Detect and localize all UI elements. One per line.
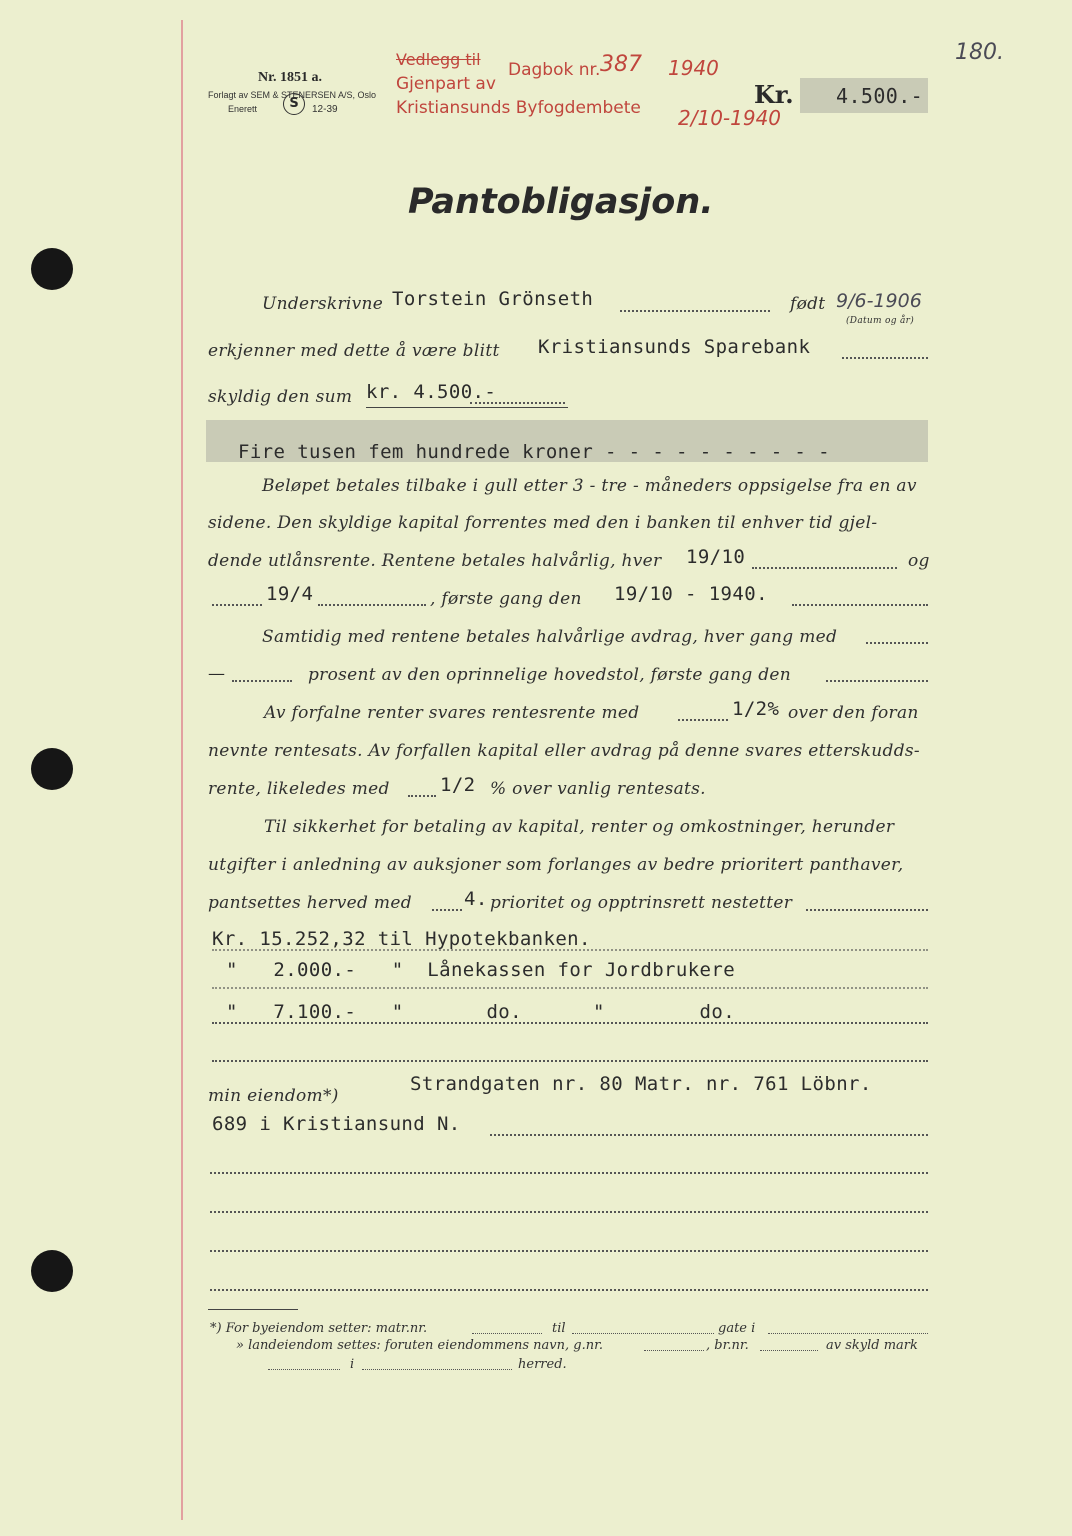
first-payment-date: 19/10 - 1940. xyxy=(614,583,768,605)
body-line: pantsettes herved med xyxy=(208,893,412,913)
sum-label: skyldig den sum xyxy=(208,387,353,407)
dotted-line xyxy=(792,604,928,606)
dotted-line xyxy=(826,680,928,682)
body-line: prioritet og opptrinsrett nestetter xyxy=(490,893,793,913)
document-title: Pantobligasjon. xyxy=(408,182,714,222)
punch-hole-top xyxy=(31,248,73,290)
dotted-line xyxy=(212,987,928,989)
interest-date-2: 19/4 xyxy=(266,583,314,605)
dotted-line xyxy=(760,1350,818,1351)
debtor-name: Torstein Grönseth xyxy=(392,288,594,310)
creditor-name: Kristiansunds Sparebank xyxy=(538,336,811,358)
born-hint: (Datum og år) xyxy=(846,316,915,326)
dotted-line xyxy=(620,310,770,312)
sum-value: kr. 4.500.- xyxy=(366,381,497,403)
body-line: sidene. Den skyldige kapital forrentes med den i banken til enhver tid gjel- xyxy=(208,513,878,533)
footnote-word: av skyld mark xyxy=(826,1338,918,1353)
born-date: 9/6-1906 xyxy=(836,290,922,312)
footnote-word: i xyxy=(350,1357,355,1372)
lien-line: Kr. 15.252,32 til Hypotekbanken. xyxy=(212,928,591,950)
footnote-line: *) For byeiendom setter: matr.nr. xyxy=(210,1321,428,1336)
form-number: Nr. 1851 a. xyxy=(258,70,323,85)
body-line: rente, likeledes med xyxy=(208,779,390,799)
dotted-line xyxy=(232,680,292,682)
underline xyxy=(366,407,568,408)
body-line: utgifter i anledning av auksjoner som forlanges av bedre prioritert panthaver, xyxy=(208,855,904,875)
dagbok-year: 1940 xyxy=(668,56,719,80)
dotted-line xyxy=(768,1333,928,1334)
stamp-date: 2/10-1940 xyxy=(678,106,782,130)
dagbok-number: 387 xyxy=(600,52,642,77)
property-label: min eiendom*) xyxy=(208,1086,339,1106)
dotted-line xyxy=(842,357,928,359)
footnote-line: » landeiendom settes: foruten eiendommens navn, g.nr. xyxy=(236,1338,603,1353)
dotted-line xyxy=(318,604,426,606)
lien-line: " 2.000.- " Lånekassen for Jordbrukere xyxy=(226,959,736,981)
rate-1: 1/2% xyxy=(732,698,780,720)
dotted-line xyxy=(212,604,262,606)
dotted-line xyxy=(212,949,928,951)
footnote-rule xyxy=(208,1309,298,1310)
dotted-line xyxy=(210,1172,928,1174)
dotted-line xyxy=(806,909,928,911)
interest-date-1: 19/10 xyxy=(686,546,746,568)
dotted-line xyxy=(866,642,928,644)
body-line: dende utlånsrente. Rentene betales halvårlig, hver xyxy=(208,551,662,571)
dotted-line xyxy=(472,1333,542,1334)
dotted-line xyxy=(470,402,565,404)
dotted-line xyxy=(268,1369,340,1370)
dotted-line xyxy=(210,1289,928,1291)
dotted-line xyxy=(752,567,897,569)
born-label: født xyxy=(790,294,826,314)
body-line: Til sikkerhet for betaling av kapital, renter og omkostninger, herunder xyxy=(264,817,895,837)
publisher-line: Forlagt av SEM & STENERSEN A/S, Oslo xyxy=(208,90,377,100)
punch-hole-middle xyxy=(31,748,73,790)
footnote-word: gate i xyxy=(718,1321,756,1336)
dotted-line xyxy=(408,795,436,797)
dotted-line xyxy=(572,1333,714,1334)
margin-line xyxy=(181,20,183,1520)
dotted-line xyxy=(210,1250,928,1252)
footnote-word: herred. xyxy=(518,1357,567,1372)
dagbok-label: Dagbok nr. xyxy=(508,60,601,80)
property-line-2: 689 i Kristiansund N. xyxy=(212,1113,461,1135)
amount-in-words: Fire tusen fem hundrede kroner - - - - - - - - - - xyxy=(238,441,830,463)
stamp-line-3: Kristiansunds Byfogdembete xyxy=(396,98,641,118)
amount-label: Kr. xyxy=(754,80,794,109)
body-line: over den foran xyxy=(788,703,919,723)
creditor-label: erkjenner med dette å være blitt xyxy=(208,341,500,361)
page-number: 180. xyxy=(955,40,1004,65)
body-word: og xyxy=(908,551,930,571)
body-line: , første gang den xyxy=(430,589,582,609)
stamp-line-2: Gjenpart av xyxy=(396,74,496,94)
dotted-line xyxy=(432,909,462,911)
lien-line: " 7.100.- " do. " do. xyxy=(226,1001,736,1023)
body-dash: — xyxy=(208,664,225,684)
dotted-line xyxy=(210,1211,928,1213)
body-line: % over vanlig rentesats. xyxy=(490,779,706,799)
rate-2: 1/2 xyxy=(440,774,476,796)
priority-number: 4. xyxy=(464,888,488,910)
body-line: prosent av den oprinnelige hovedstol, første gang den xyxy=(308,665,791,685)
footnote-word: til xyxy=(552,1321,566,1336)
body-line: nevnte rentesats. Av forfallen kapital eller avdrag på denne svares etterskudds- xyxy=(208,741,920,761)
dotted-line xyxy=(644,1350,704,1351)
debtor-label: Underskrivne xyxy=(262,294,384,314)
copyright-label: Enerett xyxy=(228,104,258,114)
punch-hole-bottom xyxy=(31,1250,73,1292)
property-line-1: Strandgaten nr. 80 Matr. nr. 761 Löbnr. xyxy=(410,1073,872,1095)
dotted-line xyxy=(362,1369,512,1370)
dotted-line xyxy=(490,1134,928,1136)
amount-value: 4.500.- xyxy=(836,84,924,108)
dotted-line xyxy=(212,1022,928,1024)
footnote-word: , br.nr. xyxy=(706,1338,749,1353)
body-line: Beløpet betales tilbake i gull etter 3 - tre - måneders oppsigelse fra en av xyxy=(262,476,917,496)
dotted-line xyxy=(212,1060,928,1062)
dotted-line xyxy=(678,719,728,721)
form-date: 12-39 xyxy=(312,104,338,115)
body-line: Av forfalne renter svares rentesrente med xyxy=(264,703,640,723)
publisher-logo: S xyxy=(283,93,305,115)
body-line: Samtidig med rentene betales halvårlige avdrag, hver gang med xyxy=(262,627,838,647)
stamp-line-1: Vedlegg til xyxy=(396,50,481,69)
